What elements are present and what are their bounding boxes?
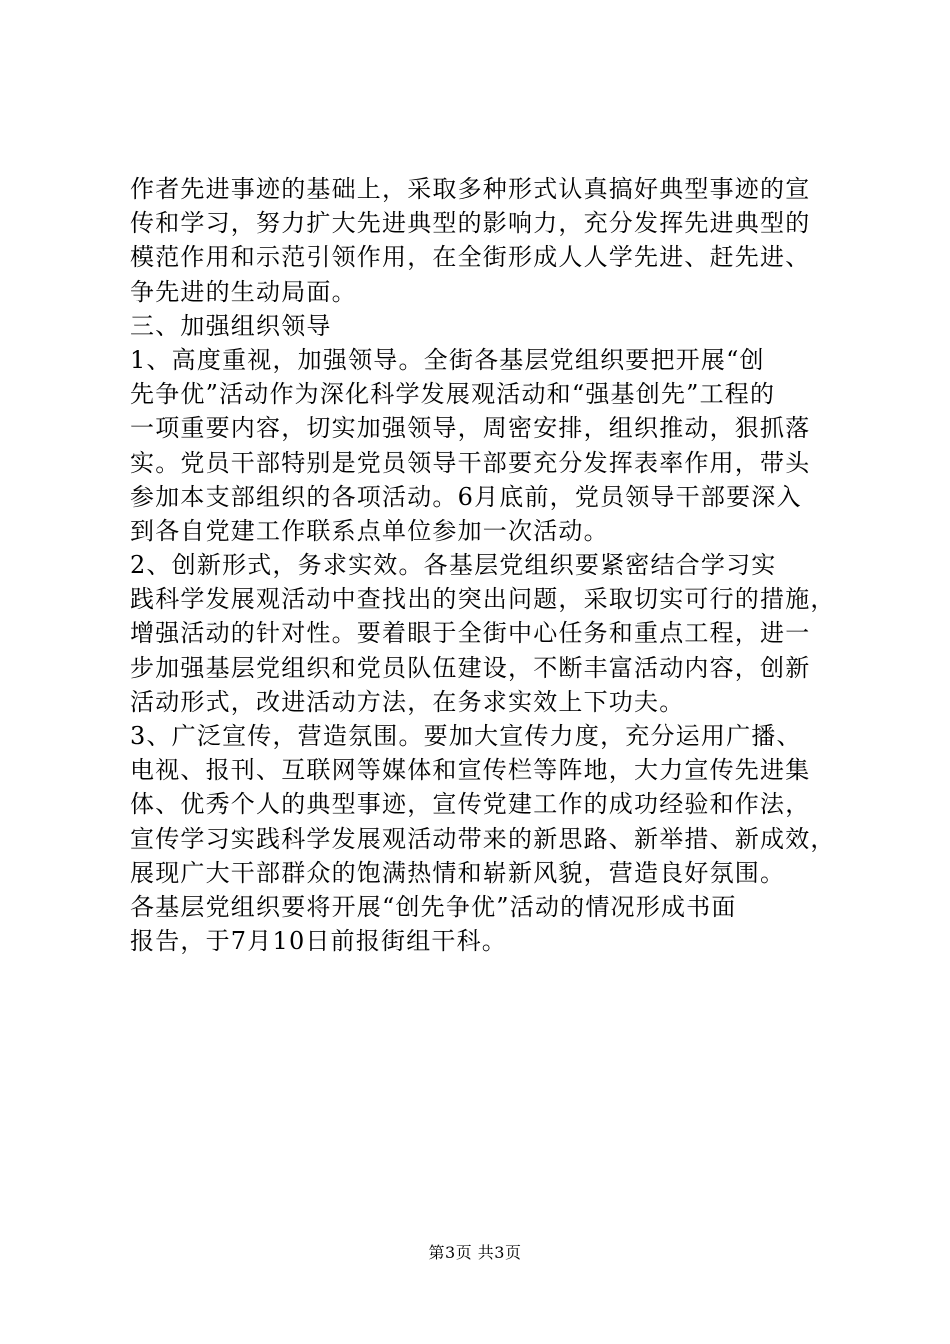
text-line: 步加强基层党组织和党员队伍建设，不断丰富活动内容，创新 [130,653,811,682]
text-line: 争先进的生动局面。 [130,277,357,306]
text-line: 各基层党组织要将开展“创先争优”活动的情况形成书面 [130,892,737,921]
text-line: 践科学发展观活动中查找出的突出问题，采取切实可行的措施， [130,585,836,614]
text-line: 参加本支部组织的各项活动。6月底前，党员领导干部要深入 [130,482,802,511]
text-line: 模范作用和示范引领作用，在全街形成人人学先进、赶先进、 [130,243,811,272]
text-line: 传和学习，努力扩大先进典型的影响力，充分发挥先进典型的 [130,209,811,238]
text-line: 实。党员干部特别是党员领导干部要充分发挥表率作用，带头 [130,448,811,477]
text-line: 宣传学习实践科学发展观活动带来的新思路、新举措、新成效， [130,824,836,853]
text-line: 报告，于7月10日前报街组干科。 [130,927,508,956]
text-line: 作者先进事迹的基础上，采取多种形式认真搞好典型事迹的宣 [130,175,811,203]
text-line: 体、优秀个人的典型事迹，宣传党建工作的成功经验和作法， [130,790,811,819]
text-line: 先争优”活动作为深化科学发展观活动和“强基创先”工程的 [130,380,776,409]
text-line: 3、广泛宣传，营造氛围。要加大宣传力度，充分运用广播、 [130,722,802,750]
text-line: 2、创新形式，务求实效。各基层党组织要紧密结合学习实 [130,551,777,580]
text-line: 展现广大干部群众的饱满热情和崭新风貌，营造良好氛围。 [130,858,786,887]
text-line: 电视、报刊、互联网等媒体和宣传栏等阵地，大力宣传先进集 [130,756,811,785]
text-line: 增强活动的针对性。要着眼于全街中心任务和重点工程，进一 [130,619,811,648]
text-line: 1、高度重视，加强领导。全街各基层党组织要把开展“创 [130,345,765,374]
text-line: 到各自党建工作联系点单位参加一次活动。 [130,516,609,545]
page-number-footer: 第3页 共3页 [428,1243,522,1262]
text-line: 一项重要内容，切实加强领导，周密安排，组织推动，狠抓落 [130,414,811,443]
text-line: 活动形式，改进活动方法，在务求实效上下功夫。 [130,687,685,716]
document-body [130,172,836,958]
section-heading: 三、加强组织领导 [130,311,332,340]
